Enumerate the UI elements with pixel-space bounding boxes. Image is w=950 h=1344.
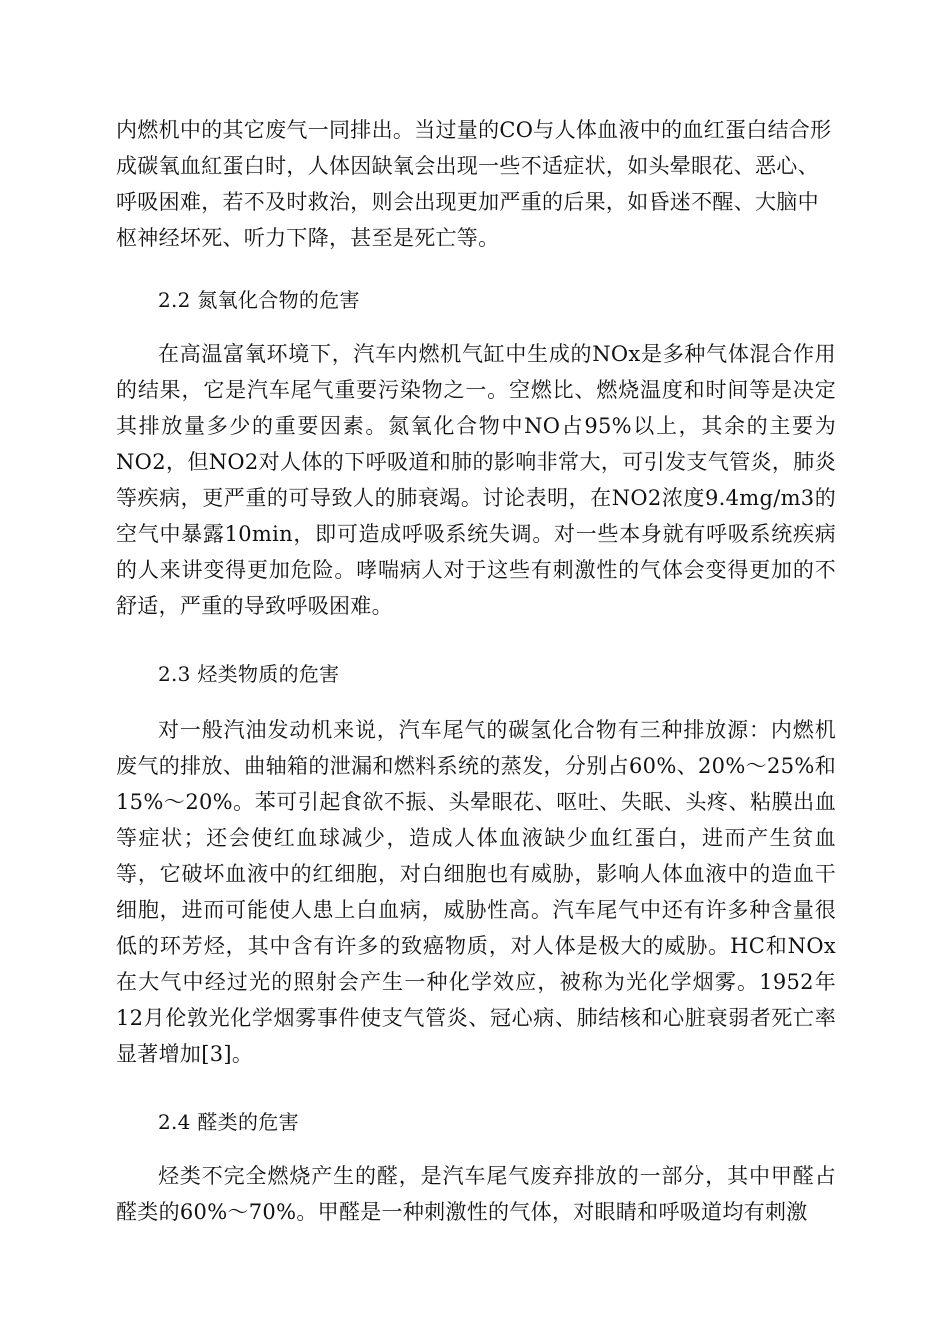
paragraph-aldehydes: 烃类不完全燃烧产生的醛，是汽车尾气废弃排放的一部分，其中甲醛占醛类的60%～70%。甲醛是一种刺激性的气体，对眼睛和呼吸道均有刺激 bbox=[116, 1164, 836, 1224]
section-heading-hydrocarbons: 2.3 烃类物质的危害 bbox=[158, 662, 340, 686]
paragraph-hydrocarbons: 对一般汽油发动机来说，汽车尾气的碳氢化合物有三种排放源：内燃机废气的排放、曲轴箱的泄漏和燃料系统的蒸发，分别占60%、20%～25%和15%～20%。苯可引起食欲不振、头晕眼花、呕吐、失眠、头疼、粘膜出血等症状；还会使红血球减少，造成人体血液缺少血红蛋白，进而产生贫血等，它破坏血液中的红细胞，对白细胞也有威胁，影响人体血液中的造血干细胞，进而可能使人患上白血病，威胁性高。汽车尾气中还有许多种含量很低的环芳烃，其中含有许多的致癌物质，对人体是极大的威胁。HC和NOx在大气中经过光的照射会产生一种化学效应，被称为光化学烟雾。1952年12月伦敦光化学烟雾事件使支气管炎、冠心病、肺结核和心脏衰弱者死亡率显著增加[3]。 bbox=[116, 718, 836, 1066]
section-heading-aldehydes: 2.4 醛类的危害 bbox=[158, 1110, 299, 1134]
section-heading-nitrogen-oxides: 2.2 氮氧化合物的危害 bbox=[158, 288, 360, 312]
paragraph-co-effects: 内燃机中的其它废气一同排出。当过量的CO与人体血液中的血红蛋白结合形成碳氧血紅蛋白时，人体因缺氧会出现一些不适症状，如头晕眼花、恶心、呼吸困难，若不及时救治，则会出现更加严重的后果，如昏迷不醒、大脑中枢神经坏死、听力下降，甚至是死亡等。 bbox=[116, 118, 832, 250]
paragraph-nitrogen-oxides: 在高温富氧环境下，汽车内燃机气缸中生成的NOx是多种气体混合作用的结果，它是汽车尾气重要污染物之一。空燃比、燃烧温度和时间等是决定其排放量多少的重要因素。氮氧化合物中NO占95%以上，其余的主要为NO2，但NO2对人体的下呼吸道和肺的影响非常大，可引发支气管炎，肺炎等疾病，更严重的可导致人的肺衰竭。讨论表明，在NO2浓度9.4mg/m3的空气中暴露10min，即可造成呼吸系统失调。对一些本身就有呼吸系统疾病的人来讲变得更加危险。哮喘病人对于这些有刺激性的气体会变得更加的不舒适，严重的导致呼吸困难。 bbox=[116, 342, 836, 618]
